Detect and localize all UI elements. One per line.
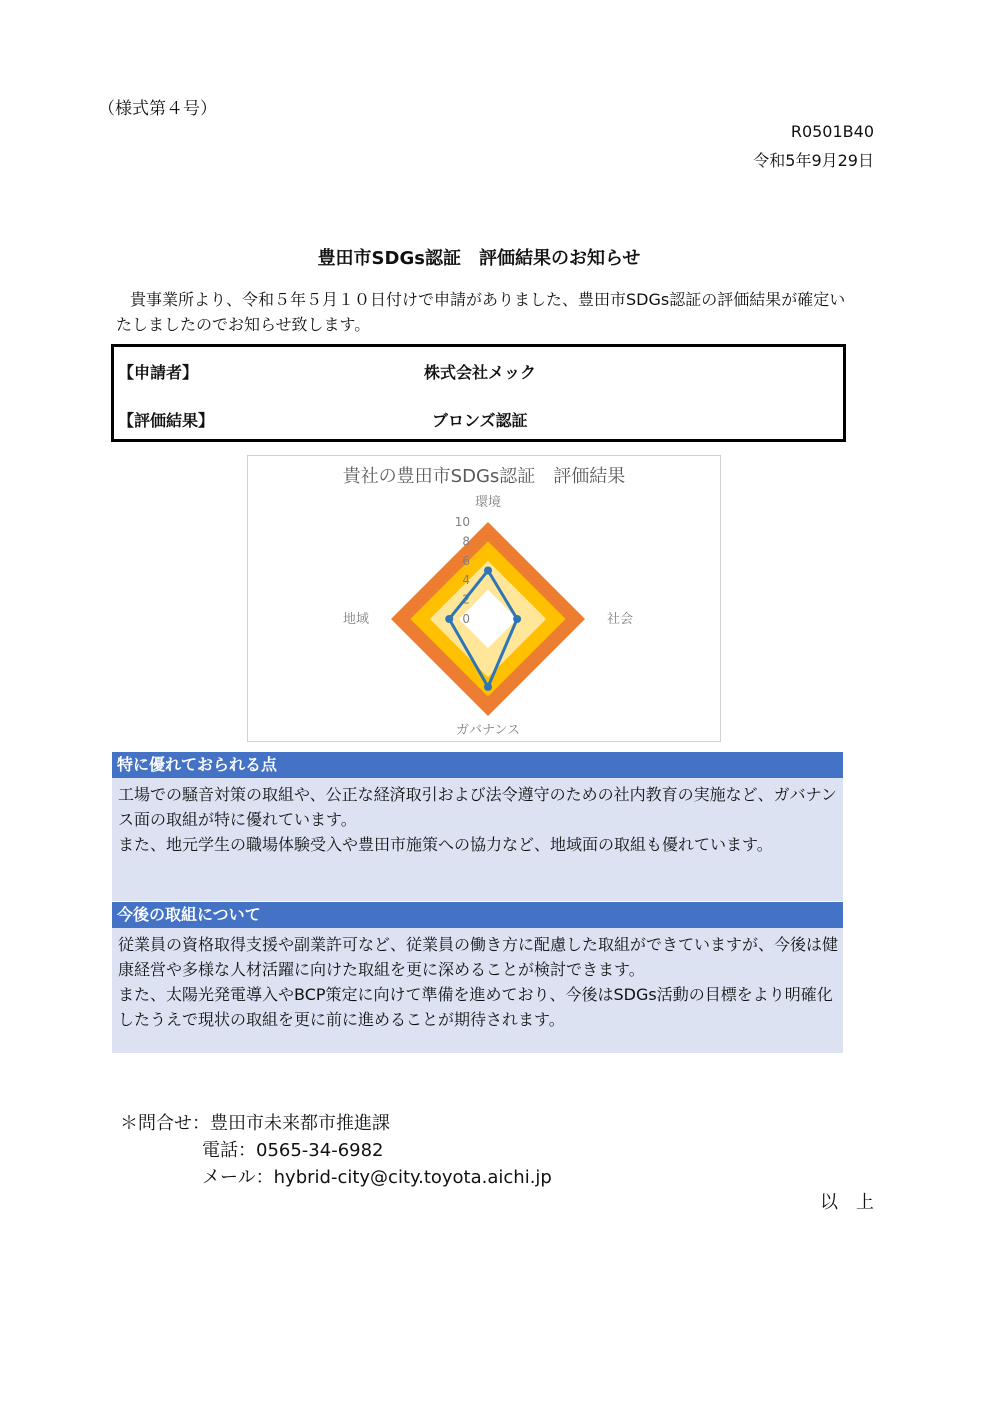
chart-tick-label: 8 bbox=[462, 534, 470, 549]
strengths-section bbox=[112, 752, 843, 901]
chart-axis-label: 環境 bbox=[474, 495, 502, 510]
chart-tick-label: 2 bbox=[462, 592, 470, 607]
applicant-value: 株式会社メック bbox=[424, 363, 537, 382]
form-number: （様式第４号） bbox=[98, 99, 217, 119]
chart-title: 貴社の豊田市SDGs認証 評価結果 bbox=[342, 466, 626, 487]
radar-chart-svg bbox=[248, 456, 720, 741]
chart-tick-label: 4 bbox=[462, 573, 470, 588]
chart-data-point bbox=[513, 615, 521, 623]
strengths-line: 工場での騒音対策の取組や、公正な経済取引および法令遵守のための社内教育の実施など、ガバナンス面の取組が特に優れています。 bbox=[118, 785, 837, 829]
result-value: ブロンズ認証 bbox=[432, 411, 528, 430]
document-title: 豊田市SDGs認証 評価結果のお知らせ bbox=[317, 248, 641, 269]
strengths-line: また、地元学生の職場体験受入や豊田市施策への協力など、地域面の取組も優れています。 bbox=[118, 835, 773, 854]
contact-email: メール：hybrid-city@city.toyota.aichi.jp bbox=[202, 1167, 552, 1188]
future-body bbox=[112, 928, 843, 1032]
future-header: 今後の取組について bbox=[112, 902, 843, 928]
chart-axis-label: 社会 bbox=[607, 612, 634, 627]
future-line: 従業員の資格取得支援や副業許可など、従業員の働き方に配慮した取組ができていますが、今後は健康経営や多様な人材活躍に向けた取組を更に深めることが検討できます。 bbox=[118, 935, 839, 979]
chart-tick-label: 0 bbox=[462, 612, 470, 626]
intro-paragraph: 貴事業所より、令和５年５月１０日付けで申請がありました、豊田市SDGs認証の評価結果が確定いたしましたのでお知らせ致します。 bbox=[116, 290, 846, 334]
contact-info bbox=[120, 1110, 552, 1191]
chart-data-point bbox=[445, 615, 453, 623]
chart-tick-label: 10 bbox=[454, 515, 470, 529]
contact-phone: 電話：0565-34-6982 bbox=[202, 1140, 384, 1161]
chart-axis-label: 地域 bbox=[342, 612, 369, 627]
chart-data-point bbox=[484, 683, 492, 691]
chart-data-point bbox=[484, 567, 492, 575]
future-section bbox=[112, 902, 843, 1053]
future-line: また、太陽光発電導入やBCP策定に向けて準備を進めており、今後はSDGs活動の目標をより明確化したうえで現状の取組を更に前に進めることが期待されます。 bbox=[118, 985, 833, 1029]
strengths-header: 特に優れておられる点 bbox=[112, 752, 843, 778]
radar-chart bbox=[247, 455, 721, 742]
applicant-label: 【申請者】 bbox=[118, 363, 199, 382]
result-label: 【評価結果】 bbox=[118, 411, 215, 430]
strengths-body bbox=[112, 778, 843, 857]
chart-axis-label: ガバナンス bbox=[456, 723, 520, 738]
reference-number: R0501B40 bbox=[790, 122, 874, 141]
issue-date: 令和5年9月29日 bbox=[753, 151, 874, 170]
contact-department: ＊問合せ：豊田市未来都市推進課 bbox=[120, 1113, 390, 1134]
chart-tick-label: 6 bbox=[462, 553, 470, 568]
closing-mark: 以 上 bbox=[820, 1192, 874, 1213]
applicant-result-box bbox=[111, 344, 846, 442]
